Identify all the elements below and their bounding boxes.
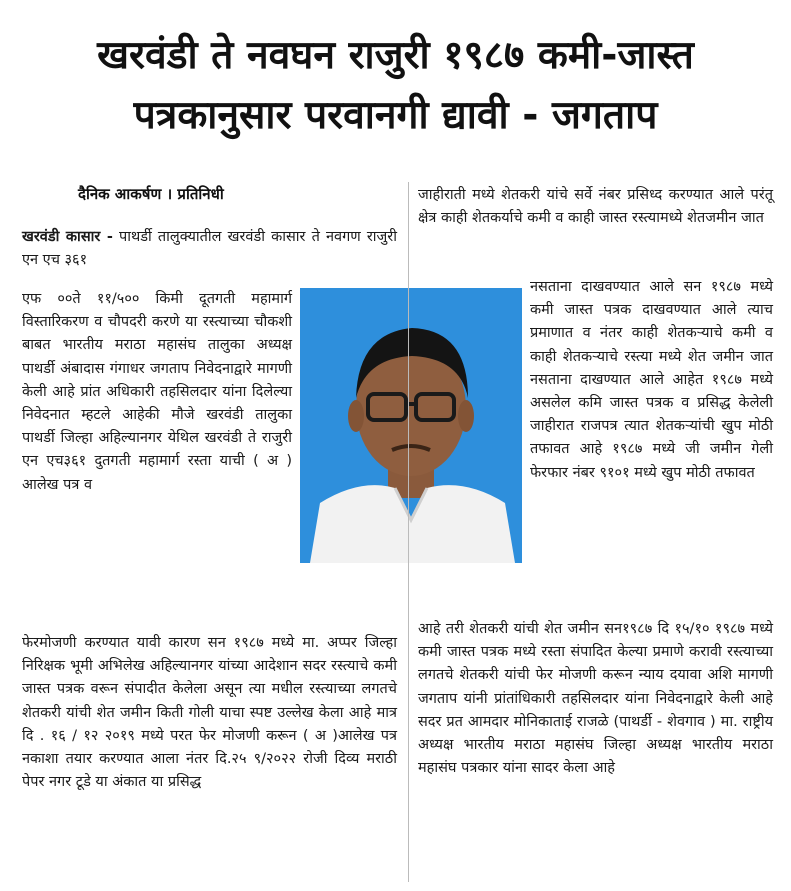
left-column-wrapped — [22, 288, 292, 497]
right-top-text: जाहीराती मध्ये शेतकरी यांचे सर्वे नंबर प्रसिध्द करण्यात आले परंतू क्षेत्र काही शेतकर्याचे कमी व काही जास्त रस्त्यामध्ये शेतजमीन जात — [418, 187, 773, 227]
left-bottom-text: फेरमोजणी करण्यात यावी कारण सन १९८७ मध्ये मा. अप्पर जिल्हा निरिक्षक भूमी अभिलेख अहिल्यानगर यांच्या आदेशान सदर रस्त्याचे कमी जास्त पत्रक वरून संपादीत केलेला असून त्या मधील रस्त्याच्या लगतचे शेतकरी यांची शेत जमीन किती गोली याचा स्पष्ट उल्लेख केला आहे मात्र दि . १६ / १२ २०१९ मध्ये परत फेर मोजणी करून ( अ )आलेख पत्र नकाशा तयार करण्यात आला नंतर दि.२५ ९/२०२२ रोजी दिव्य मराठी पेपर नगर टूडे या अंकात या प्रसिद्ध — [22, 635, 397, 791]
dateline: खरवंडी कासार - — [22, 229, 113, 245]
headline-line-1: खरवंडी ते नवघन राजुरी १९८७ कमी-जास्त — [97, 33, 694, 78]
left-wrap-text: एफ ००ते ११/५०० किमी दूतगती महामार्ग विस्तारिकरण व चौपदरी करणे या रस्त्याच्या चौकशी बाबत भारतीय मराठा महासंघ तालुका अध्यक्ष पाथर्डी अंबादास गंगाधर जगताप निवेदनाद्वारे मागणी केली आहे प्रांत अधिकारी तहसिलदार यांना दिलेल्या निवेदनात म्हटले आहेकी मौजे खरवंडी तालुका पाथर्डी जिल्हा अहिल्यानगर येथिल खरवंडी ते राजुरी एन एच३६१ दुतगती महामार्ग रस्ता याची ( अ ) आलेख पत्र व — [22, 291, 292, 493]
right-bottom-text: आहे तरी शेतकरी यांची शेत जमीन सन१९८७ दि १५/१० १९८७ मध्ये कमी जास्त पत्रक मध्ये रस्ता संपादित केल्या प्रमाणे करावी रस्त्याच्या लगतचे शेतकरी यांची फेर मोजणी करून न्याय दयावा अशि मागणी जगताप यांनी प्रांतांधिकारी तहसिलदार यांना निवेदनाद्वारे केली आहे सदर प्रत आमदार मोनिकाताई राजळे (पाथर्डी - शेवगाव ) मा. राष्ट्रीय अध्यक्ष भारतीय मराठा महासंघ जिल्हा अध्यक्ष भारतीय मराठा महासंघ पत्रकार यांना सादर केला आहे — [418, 621, 773, 777]
person-portrait-icon — [300, 288, 522, 563]
right-column-bottom — [418, 618, 773, 780]
right-column-wrapped — [530, 276, 773, 485]
left-column-bottom — [22, 632, 397, 794]
column-divider — [408, 182, 409, 882]
left-column-intro — [22, 226, 397, 272]
right-column-top — [418, 184, 773, 230]
reporter-photo — [300, 288, 522, 563]
article-headline — [10, 26, 781, 146]
byline: दैनिक आकर्षण । प्रतिनिधी — [78, 185, 224, 203]
left-top-text: पाथर्डी तालुक्यातील खरवंडी कासार ते नवगण राजुरी एन एच ३६१ — [22, 229, 397, 269]
headline-line-2: पत्रकानुसार परवानगी द्यावी - जगताप — [133, 93, 658, 138]
right-wrap-text: नसताना दाखवण्यात आले सन १९८७ मध्ये कमी जास्त पत्रक दाखवण्यात आले त्याच प्रमाणात व नंतर काही शेतकऱ्याचे कमी व काही शेतकऱ्याचे रस्त्या मध्ये शेत जमीन जात नसताना दाखण्यात आले आहेत १९८७ मध्ये असलेल कमि जास्त पत्रक व प्रसिद्ध केलेली जाहीरात राजपत्र त्यात शेतकऱ्यांची खुप मोठी तफावत आहे १९८७ मध्ये जी जमीन गेली फेरफार नंबर ९१०१ मध्ये खुप मोठी तफावत — [530, 279, 773, 481]
